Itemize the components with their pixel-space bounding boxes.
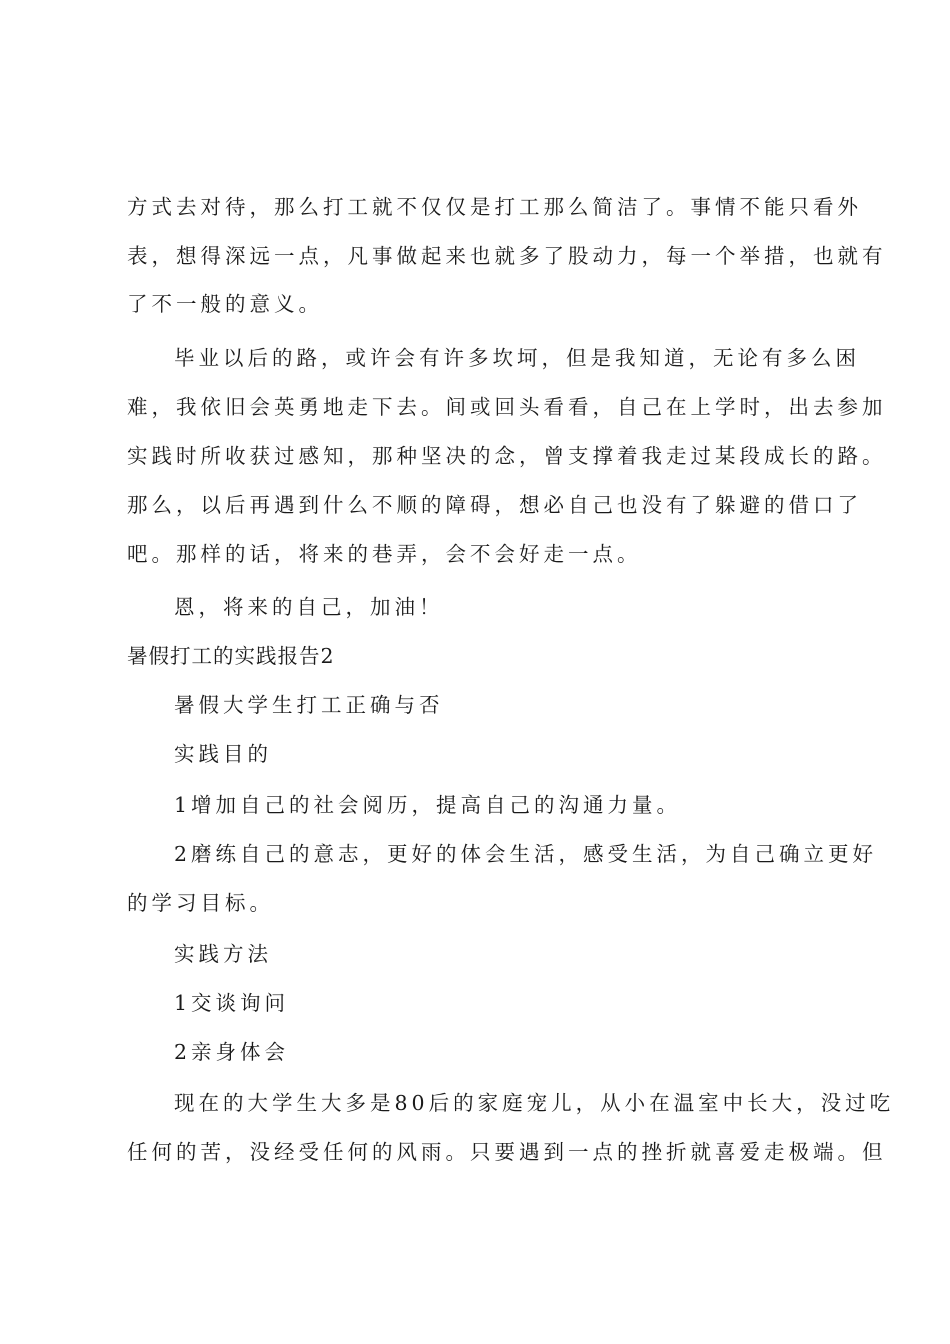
paragraph-line: 恩，将来的自己，加油！ bbox=[174, 595, 444, 619]
paragraph-line: 的学习目标。 bbox=[127, 891, 274, 915]
paragraph-line: 方式去对待，那么打工就不仅仅是打工那么简洁了。事情不能只看外 bbox=[127, 195, 862, 219]
list-item: 2亲身体会 bbox=[174, 1040, 290, 1064]
section-heading: 暑假打工的实践报告2 bbox=[127, 644, 335, 668]
paragraph-line: 实践时所收获过感知，那种坚决的念，曾支撑着我走过某段成长的路。 bbox=[127, 444, 887, 468]
paragraph-line: 难，我依旧会英勇地走下去。间或回头看看，自己在上学时，出去参加 bbox=[127, 395, 887, 419]
subheading: 实践方法 bbox=[174, 942, 272, 966]
subtitle-line: 暑假大学生打工正确与否 bbox=[174, 693, 444, 717]
list-item: 2磨练自己的意志，更好的体会生活，感受生活，为自己确立更好 bbox=[174, 842, 878, 866]
paragraph-line: 毕业以后的路，或许会有许多坎坷，但是我知道，无论有多么困 bbox=[174, 346, 860, 370]
subheading: 实践目的 bbox=[174, 742, 272, 766]
paragraph-line: 表，想得深远一点，凡事做起来也就多了股动力，每一个举措，也就有 bbox=[127, 244, 887, 268]
list-item: 1交谈询问 bbox=[174, 991, 290, 1015]
paragraph-line: 现在的大学生大多是80后的家庭宠儿，从小在温室中长大，没过吃 bbox=[174, 1091, 895, 1115]
paragraph-line: 那么，以后再遇到什么不顺的障碍，想必自己也没有了躲避的借口了 bbox=[127, 493, 862, 517]
paragraph-line: 吧。那样的话，将来的巷弄，会不会好走一点。 bbox=[127, 542, 642, 566]
paragraph-line: 任何的苦，没经受任何的风雨。只要遇到一点的挫折就喜爱走极端。但 bbox=[127, 1140, 887, 1164]
paragraph-line: 了不一般的意义。 bbox=[127, 292, 323, 316]
list-item: 1增加自己的社会阅历，提高自己的沟通力量。 bbox=[174, 793, 682, 817]
